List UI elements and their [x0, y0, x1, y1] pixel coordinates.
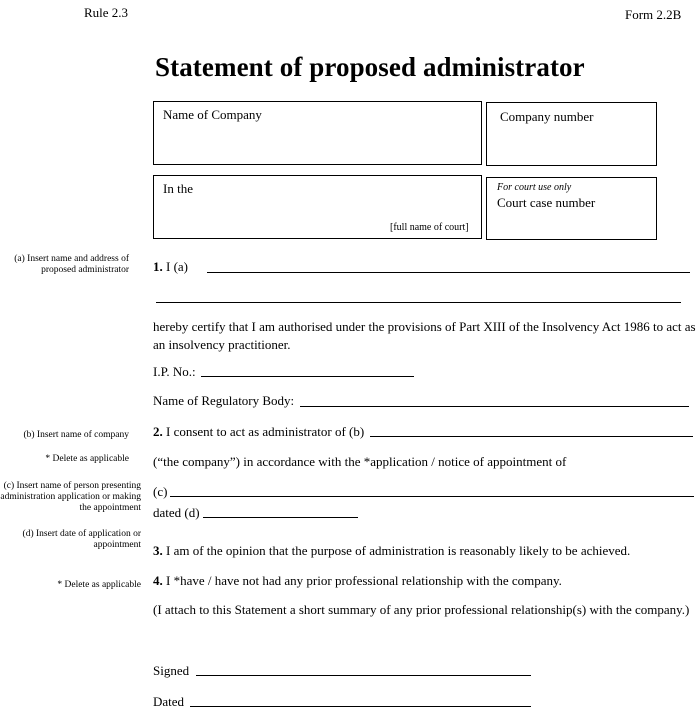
regulatory-body-label: Name of Regulatory Body:	[153, 393, 295, 408]
item-1-text: I (a)	[166, 259, 189, 274]
administrator-name-line[interactable]	[207, 272, 690, 273]
dated-d-label: dated (d)	[153, 505, 200, 520]
note-delete-1: * Delete as applicable	[45, 454, 129, 464]
administrator-address-line[interactable]	[156, 302, 681, 303]
court-use-only-label: For court use only	[497, 182, 572, 193]
note-d: (d) Insert date of application or appointment	[22, 529, 141, 550]
company-number-label: Company number	[500, 109, 594, 124]
certify-paragraph: hereby certify that I am authorised under the provisions of Part XIII of the Insolvency Act 1986 to act as an insolvency practitioner.	[153, 319, 696, 352]
c-label: (c)	[153, 484, 168, 499]
form-number: Form 2.2B	[625, 7, 682, 22]
company-name-label: Name of Company	[163, 107, 262, 122]
in-the-label: In the	[163, 181, 193, 196]
item-4-number: 4.	[153, 573, 163, 588]
company-name-box[interactable]	[153, 101, 482, 165]
court-case-number-label: Court case number	[497, 195, 596, 210]
company-number-box[interactable]	[486, 102, 657, 166]
appointer-name-line[interactable]	[170, 496, 694, 497]
item-3-number: 3.	[153, 543, 163, 558]
application-date-line[interactable]	[203, 517, 358, 518]
ip-no-line[interactable]	[201, 376, 414, 377]
signature-line[interactable]	[196, 675, 531, 676]
dated-label: Dated	[153, 694, 185, 709]
signed-label: Signed	[153, 663, 190, 678]
note-c: (c) Insert name of person presenting administration application or making the appointment	[0, 481, 141, 513]
item-2-text: I consent to act as administrator of (b)	[166, 424, 365, 439]
ip-no-label: I.P. No.:	[153, 364, 196, 379]
note-b: (b) Insert name of company	[23, 430, 129, 440]
regulatory-body-line[interactable]	[300, 406, 689, 407]
page-title: Statement of proposed administrator	[155, 52, 585, 82]
rule-number: Rule 2.3	[84, 5, 129, 20]
attach-text: (I attach to this Statement a short summary of any prior professional relationship(s) with the company.)	[153, 602, 690, 617]
note-delete-2: * Delete as applicable	[57, 580, 141, 590]
company-name-line[interactable]	[370, 436, 693, 437]
item-3-text: I am of the opinion that the purpose of administration is reasonably likely to be achieved.	[166, 543, 631, 558]
signature-date-line[interactable]	[190, 706, 531, 707]
full-name-of-court-label: [full name of court]	[390, 222, 469, 233]
item-1-number: 1.	[153, 259, 163, 274]
note-a: (a) Insert name and address of proposed administrator	[14, 254, 129, 275]
court-case-box[interactable]	[486, 177, 657, 240]
the-company-text: (“the company”) in accordance with the *application / notice of appointment of	[153, 454, 567, 469]
item-4-text: I *have / have not had any prior professional relationship with the company.	[166, 573, 562, 588]
item-2-number: 2.	[153, 424, 163, 439]
court-name-box[interactable]	[153, 175, 482, 239]
